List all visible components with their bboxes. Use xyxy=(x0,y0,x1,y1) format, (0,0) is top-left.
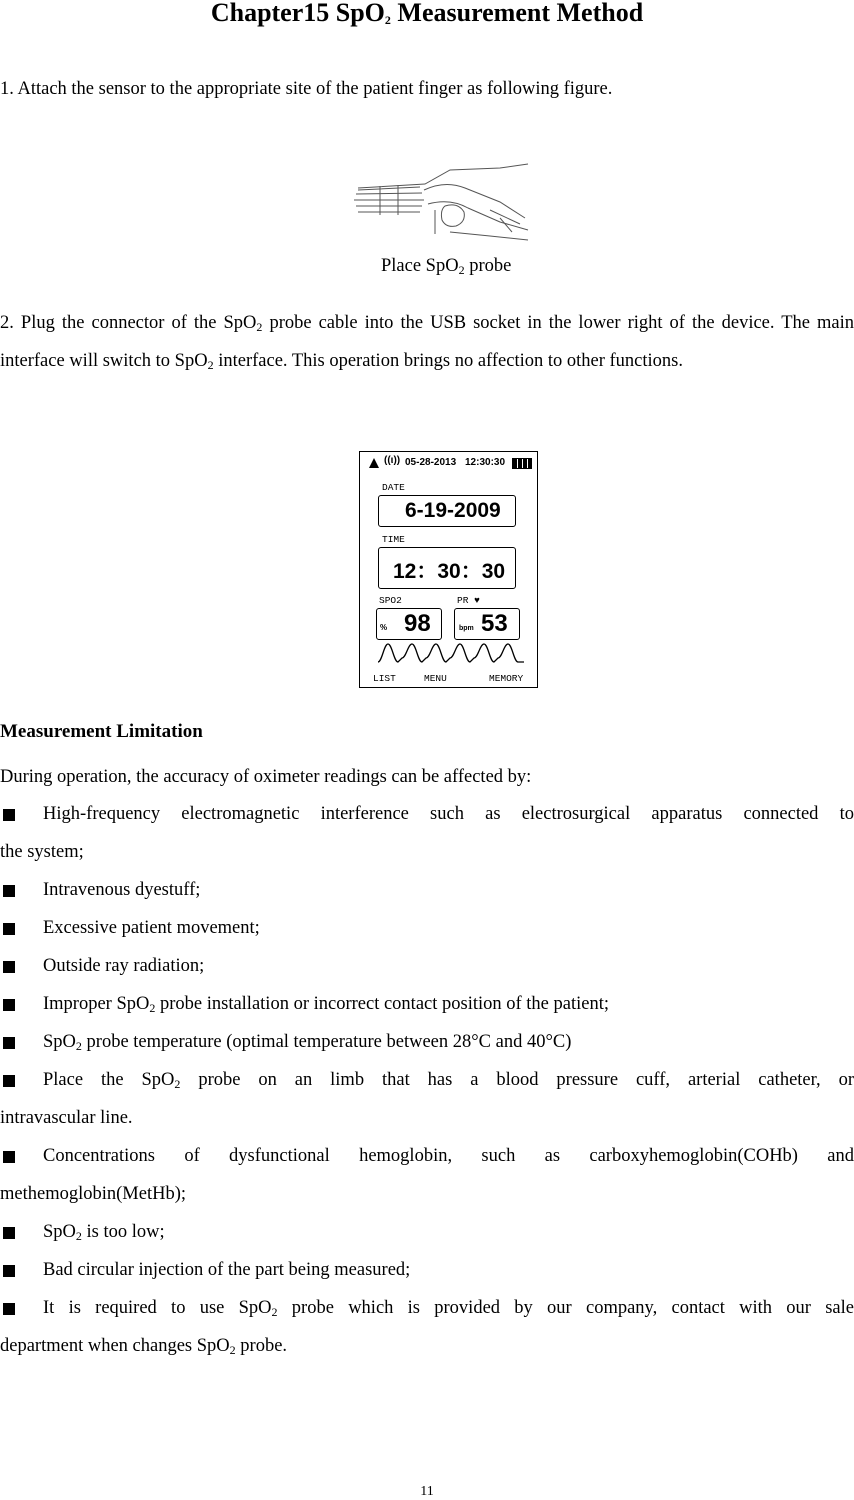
list-item-continuation: methemoglobin(MetHb); xyxy=(0,1184,186,1204)
spo2-box xyxy=(376,608,442,640)
pr-value: 53 xyxy=(481,610,508,637)
square-bullet-icon xyxy=(3,885,15,897)
status-time: 12:30:30 xyxy=(465,457,506,468)
softkey-list: LIST xyxy=(373,673,396,684)
square-bullet-icon xyxy=(3,961,15,973)
softkey-memory: MEMORY xyxy=(489,673,524,684)
page-number: 11 xyxy=(420,1484,434,1499)
battery-icon xyxy=(512,458,532,469)
spo2-value: 98 xyxy=(404,610,431,637)
square-bullet-icon xyxy=(3,1037,15,1049)
date-label: DATE xyxy=(382,482,405,493)
limitation-intro: During operation, the accuracy of oximeter readings can be affected by: xyxy=(0,767,532,787)
time-box xyxy=(378,547,516,589)
square-bullet-icon xyxy=(3,1227,15,1239)
square-bullet-icon xyxy=(3,1075,15,1087)
square-bullet-icon xyxy=(3,809,15,821)
pulse-waveform xyxy=(378,642,526,666)
signal-icon: ((ι)) xyxy=(384,455,401,466)
pr-box xyxy=(454,608,520,640)
square-bullet-icon xyxy=(3,923,15,935)
list-item-continuation: the system; xyxy=(0,842,84,862)
list-item-continuation: intravascular line. xyxy=(0,1108,133,1128)
spo2-unit: % xyxy=(380,623,388,632)
softkey-menu: MENU xyxy=(424,673,447,684)
spo2-label: SPO2 xyxy=(379,595,402,606)
status-date: 05-28-2013 xyxy=(405,457,457,468)
time-value: 12：30：30 xyxy=(393,560,506,583)
list-item-continuation: department when changes SpO$_2$ probe. xyxy=(0,1336,288,1357)
pr-unit: bpm xyxy=(459,625,474,632)
date-value: 6-19-2009 xyxy=(405,499,501,522)
finger-probe-illustration xyxy=(350,160,535,245)
figure-caption: Place SpO$_2$ probe xyxy=(381,256,512,277)
bell-icon xyxy=(369,458,379,468)
date-box xyxy=(378,495,516,527)
step-2-text: 2. Plug the connector of the SpO$_2$ probe cable into the USB socket in the lower right of the device. The main interface will switch to SpO$_2$ interface. This operation brings no affection to other functions. xyxy=(0,313,854,372)
device-screen-illustration xyxy=(359,451,538,688)
pr-label: PR ♥ xyxy=(457,595,480,606)
step-1-text: 1. Attach the sensor to the appropriate site of the patient finger as following figure. xyxy=(0,79,613,99)
square-bullet-icon xyxy=(3,1303,15,1315)
square-bullet-icon xyxy=(3,1151,15,1163)
section-heading: Measurement Limitation xyxy=(0,721,203,742)
square-bullet-icon xyxy=(3,999,15,1011)
status-bar xyxy=(360,452,537,474)
square-bullet-icon xyxy=(3,1265,15,1277)
chapter-title: Chapter15 SpO$_2$ Measurement Method xyxy=(210,0,644,27)
time-label: TIME xyxy=(382,534,405,545)
